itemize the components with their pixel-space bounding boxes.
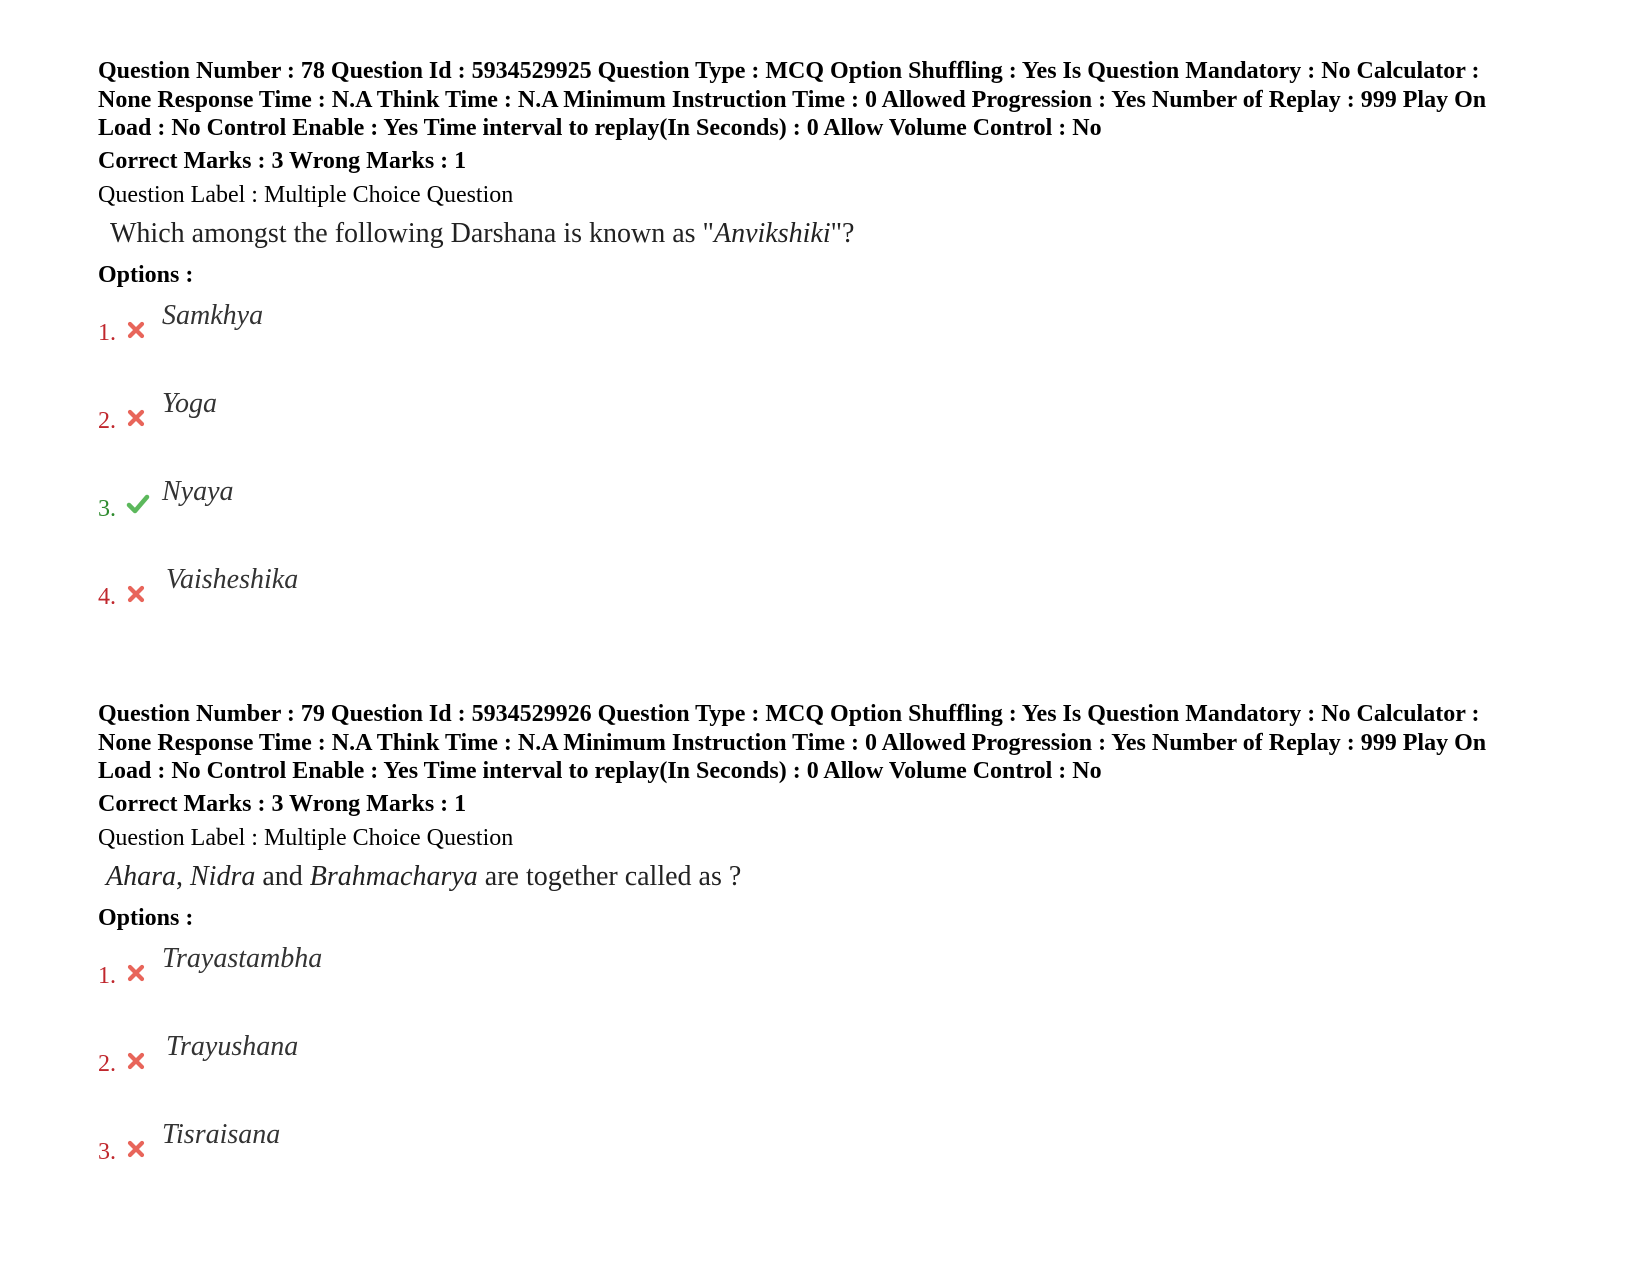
question-text [98,217,1568,251]
option-text: Vaisheshika [166,563,299,595]
question-text-term: Nidra [190,860,256,892]
options-list [98,932,1568,1196]
cross-icon [126,1139,146,1159]
option-number: 3. [98,495,116,522]
question-marks: Correct Marks : 3 Wrong Marks : 1 [98,147,467,174]
question-label: Question Label : Multiple Choice Question [98,824,514,851]
question-meta [98,700,1568,786]
question-text-term: Ahara [106,860,176,892]
option-item [98,1108,1568,1196]
question-block [98,700,1568,1196]
question-marks: Correct Marks : 3 Wrong Marks : 1 [98,790,467,817]
cross-icon [126,320,146,340]
option-item [98,377,1568,465]
question-text [98,860,1568,894]
question-meta-line: Load : No Control Enable : Yes Time interval to replay(In Seconds) : 0 Allow Volume Control : No [98,758,1102,784]
option-number: 4. [98,583,116,610]
question-meta [98,57,1568,143]
check-icon [126,493,150,515]
question-text-part: , [176,860,190,892]
option-item [98,932,1568,1020]
question-meta-line: Load : No Control Enable : Yes Time interval to replay(In Seconds) : 0 Allow Volume Control : No [98,115,1102,141]
option-number: 2. [98,407,116,434]
question-text-part: "? [830,217,855,249]
option-item [98,289,1568,377]
option-item [98,465,1568,553]
question-meta-line: Question Number : 78 Question Id : 5934529925 Question Type : MCQ Option Shuffling : Yes Is Question Mandatory : No Calculator : [98,58,1480,84]
question-meta-line: Question Number : 79 Question Id : 5934529926 Question Type : MCQ Option Shuffling : Yes Is Question Mandatory : No Calculator : [98,701,1480,727]
question-text-term: Anvikshiki [713,217,831,249]
option-item [98,553,1568,641]
option-number: 2. [98,1050,116,1077]
question-text-part: Which amongst the following Darshana is known as " [110,217,714,249]
question-block [98,57,1568,641]
option-text: Nyaya [162,475,234,507]
option-item [98,1020,1568,1108]
question-text-part: are together called as ? [477,860,742,892]
question-meta-line: None Response Time : N.A Think Time : N.A Minimum Instruction Time : 0 Allowed Progression : Yes Number of Replay : 999 Play On [98,729,1487,756]
question-label: Question Label : Multiple Choice Question [98,181,514,208]
question-text-part: and [255,860,310,892]
option-number: 3. [98,1138,116,1165]
cross-icon [126,1051,146,1071]
cross-icon [126,408,146,428]
option-text: Samkhya [162,299,264,331]
option-text: Yoga [162,387,218,419]
options-list [98,289,1568,641]
option-number: 1. [98,319,116,346]
cross-icon [126,963,146,983]
option-text: Tisraisana [162,1118,281,1150]
option-text: Trayushana [166,1030,299,1062]
question-meta-line: None Response Time : N.A Think Time : N.A Minimum Instruction Time : 0 Allowed Progression : Yes Number of Replay : 999 Play On [98,86,1487,113]
options-heading: Options : [98,261,194,288]
cross-icon [126,584,146,604]
option-number: 1. [98,962,116,989]
question-text-term: Brahmacharya [309,860,478,892]
options-heading: Options : [98,904,194,931]
option-text: Trayastambha [162,942,323,974]
